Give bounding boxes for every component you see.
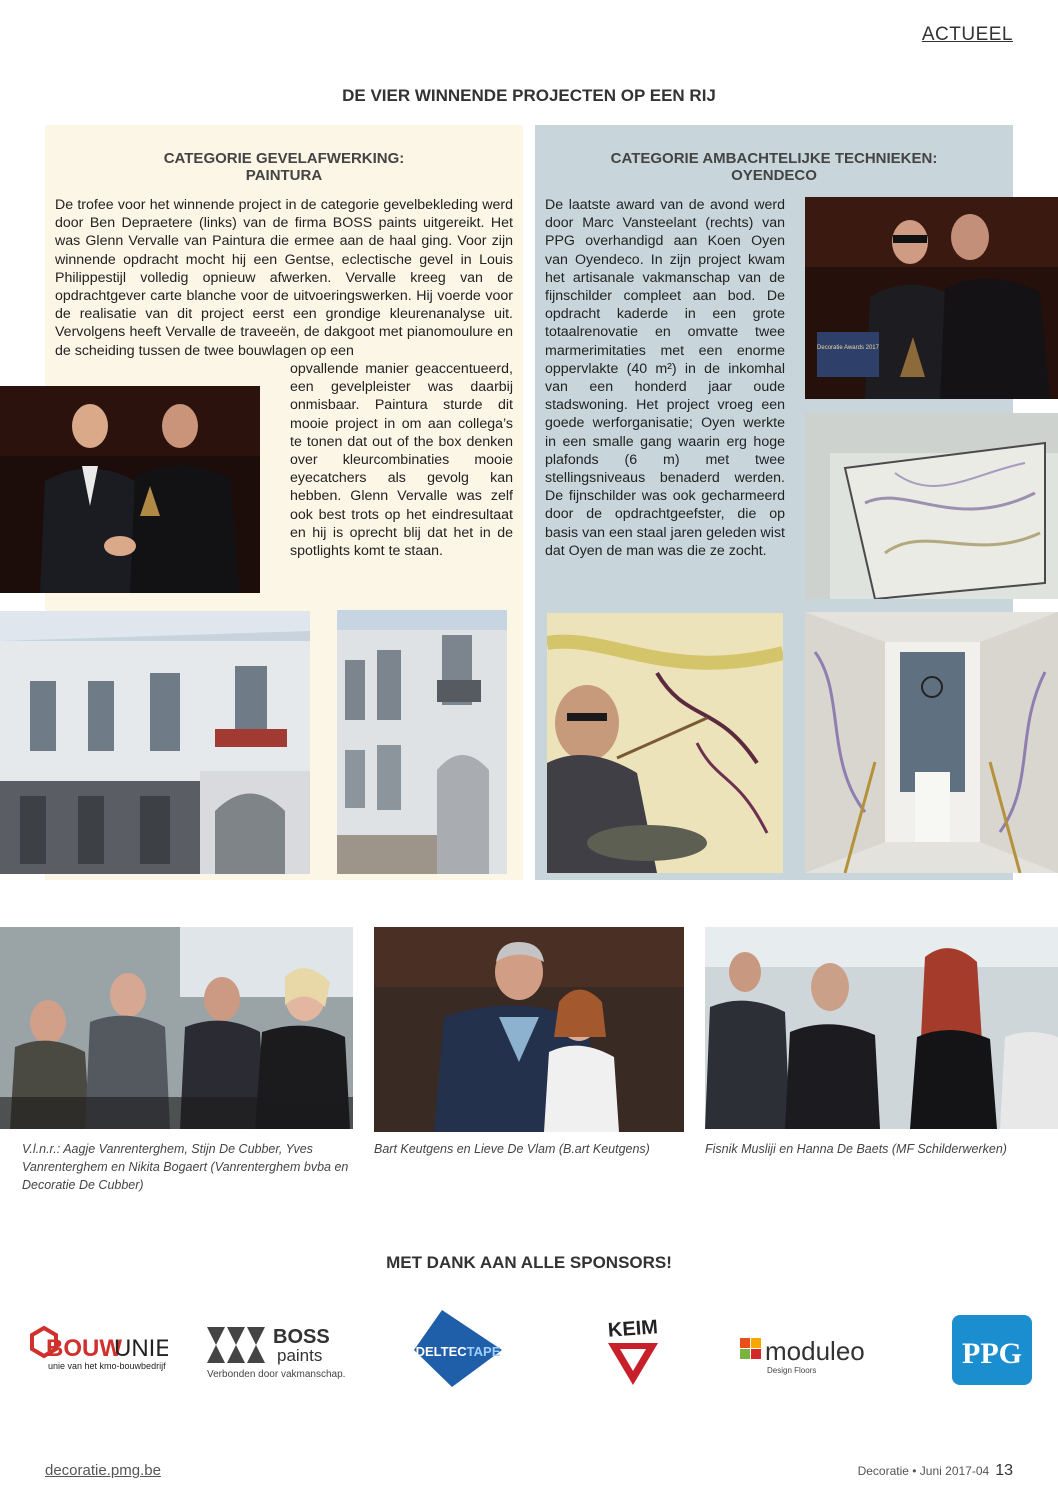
article-text-left-bottom: opvallende manier geaccentueerd, een gevelpleister was daarbij onmisbaar. Paintura sturde dit mooie project in om aan collega’s te tonen dat out of the box denken over kleurcombinaties mooie eyecatchers als gevolg kan hebben. Glenn Vervalle was zelf ook best trots op het eindresultaat en hij is oprecht blij dat het in de spotlights komt te staan. <box>290 361 513 560</box>
deltec-text-a: DELTEC <box>415 1344 467 1359</box>
page-number: 13 <box>995 1462 1013 1479</box>
section-label: ACTUEEL <box>921 24 1013 45</box>
category-title-left-line2: PAINTURA <box>245 167 323 184</box>
photo-marble-ceiling <box>805 413 1058 599</box>
photo-award-oyendeco <box>805 197 1058 399</box>
bouwunie-bold-text: BOUW <box>46 1335 122 1362</box>
sponsor-logo-boss-paints <box>205 1305 350 1395</box>
bouwunie-rest-text: UNIE <box>114 1335 168 1362</box>
photo-award-paintura <box>0 386 260 593</box>
category-title-right <box>535 150 1013 184</box>
boss-tagline: Verbonden door vakmanschap. <box>207 1369 346 1380</box>
photo-guests-1 <box>0 927 353 1129</box>
boss-paints-text: paints <box>277 1346 323 1365</box>
caption-guests-1: V.l.n.r.: Aagje Vanrenterghem, Stijn De Cubber, Yves Vanrenterghem en Nikita Bogaert (Vanrenterghem bvba en Decoratie De Cubber) <box>22 1142 349 1192</box>
sponsor-logo-moduleo <box>738 1305 888 1395</box>
boss-name-text: BOSS <box>273 1326 330 1348</box>
deltec-text-b: TAPE <box>466 1344 501 1359</box>
moduleo-name-text: moduleo <box>765 1336 865 1366</box>
category-title-left <box>45 150 523 184</box>
svg-text:DELTECTAPE <box>416 1344 501 1359</box>
caption-guests-3: Fisnik Musliji en Hanna De Baets (MF Schilderwerken) <box>705 1142 1007 1156</box>
footer-website-link[interactable]: decoratie.pmg.be <box>45 1462 161 1479</box>
photo-facade-front <box>0 611 310 874</box>
award-plaque-text: Decoratie Awards 2017 <box>817 345 879 351</box>
article-text-left-top: De trofee voor het winnende project in de categorie gevelbekleding werd door Ben Depraetere (links) van de firma BOSS paints uitgereikt. Het was Glenn Vervalle van Paintura die ermee aan de haal ging. Voor zijn winnende opdracht mocht hij een Gentse, eclectische gevel in Louis Philippestijl volledig opnieuw afwerken. Vervalle kreeg van de opdrachtgever carte blanche voor de uitvoeringswerken. Hij voerde voor de realisatie van dit project eerst een grondige kleurenanalyse uit. Vervolgens heeft Vervalle de traveeën, de dakgoot met pianomoulure en de scheiding tussen de twee bouwlagen op een <box>55 197 513 359</box>
category-title-right-line2: OYENDECO <box>731 167 817 184</box>
sponsor-logo-bouwunie <box>18 1305 168 1395</box>
photo-marble-hallway <box>805 612 1058 873</box>
photo-guests-2 <box>374 927 684 1132</box>
photo-marble-painter <box>547 613 783 873</box>
bouwunie-tagline: unie van het kmo-bouwbedrijf <box>48 1361 166 1371</box>
category-title-right-line1: CATEGORIE AMBACHTELIJKE TECHNIEKEN: <box>610 150 938 167</box>
sponsor-logo-keim <box>598 1305 668 1395</box>
moduleo-tagline: Design Floors <box>767 1366 817 1375</box>
footer-issue: Decoratie • Juni 2017-04 <box>857 1464 990 1478</box>
caption-guests-2: Bart Keutgens en Lieve De Vlam (B.art Keutgens) <box>374 1142 650 1156</box>
photo-facade-side <box>337 610 507 874</box>
keim-name-text: KEIM <box>607 1316 659 1342</box>
ppg-name-text: PPG <box>962 1337 1022 1370</box>
sponsor-logo-ppg <box>950 1305 1035 1395</box>
article-text-right: De laatste award van de avond werd door Marc Vansteelant (rechts) van PPG overhandigd aan Koen Oyen van Oyendeco. In zijn project kwam het artisanale vakmanschap van de fijnschilder compleet aan bod. De opdracht kaderde in een grote totaalrenovatie en omvatte twee marmerimitaties met een enorme oppervlakte (40 m²) in de inkomhal van een honderd jaar oude stadswoning. Het project vroeg een goede werforganisatie; Oyen werkte in een smalle gang waarin erg hoge plafonds (6 m) met twee stellingsniveaus benaderd werden. De fijnschilder was ook gecharmeerd door de opdrachtgeefster, die op basis van een staal jaren geleden wist dat Oyen de man was die ze zocht. <box>545 197 785 559</box>
sponsor-logo-deltectape <box>412 1305 507 1395</box>
sponsors-title: MET DANK AAN ALLE SPONSORS! <box>386 1253 672 1272</box>
page-headline: DE VIER WINNENDE PROJECTEN OP EEN RIJ <box>342 86 716 105</box>
photo-guests-3 <box>705 927 1058 1129</box>
footer-issue-info <box>858 1462 1013 1480</box>
category-title-left-line1: CATEGORIE GEVELAFWERKING: <box>163 150 405 167</box>
